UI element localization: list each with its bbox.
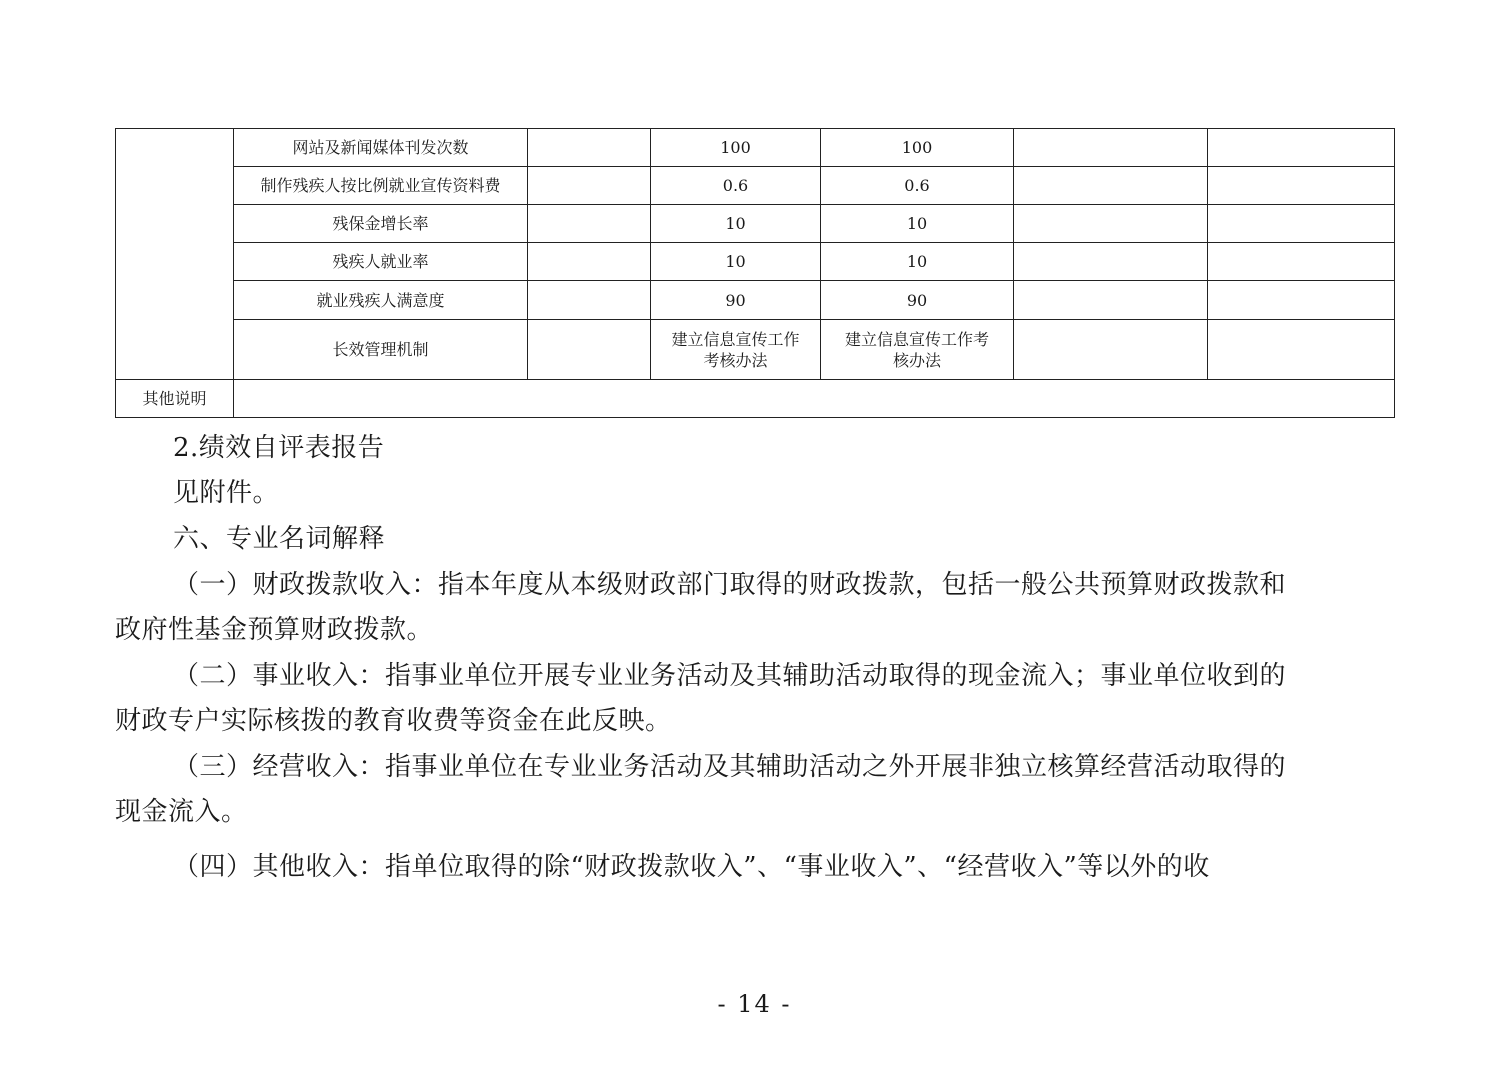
paragraph-line: （二）事业收入：指事业单位开展专业业务活动及其辅助活动取得的现金流入；事业单位收到的 bbox=[173, 661, 1287, 691]
section-heading: 2.绩效自评表报告 bbox=[173, 433, 385, 463]
table-cell bbox=[1208, 281, 1395, 320]
indicator-cell: 网站及新闻媒体刊发次数 bbox=[234, 129, 528, 167]
cell-line: 考核办法 bbox=[703, 350, 768, 370]
table-cell bbox=[1014, 320, 1208, 380]
table-cell bbox=[528, 243, 651, 281]
table-cell bbox=[1208, 205, 1395, 243]
target-value-cell: 90 bbox=[651, 281, 821, 320]
table-row bbox=[116, 167, 1395, 205]
target-value-cell: 0.6 bbox=[651, 167, 821, 205]
table-cell bbox=[1014, 205, 1208, 243]
target-value-cell: 10 bbox=[651, 243, 821, 281]
table-row bbox=[116, 380, 1395, 418]
table-cell bbox=[528, 167, 651, 205]
actual-value-cell: 10 bbox=[821, 243, 1014, 281]
actual-value-cell: 100 bbox=[821, 129, 1014, 167]
table-cell bbox=[1014, 243, 1208, 281]
table-cell bbox=[1208, 320, 1395, 380]
table-cell bbox=[528, 129, 651, 167]
paragraph-line: 政府性基金预算财政拨款。 bbox=[115, 615, 434, 645]
table-row bbox=[116, 129, 1395, 167]
table-cell bbox=[1208, 243, 1395, 281]
table-cell bbox=[528, 281, 651, 320]
actual-value-cell: 0.6 bbox=[821, 167, 1014, 205]
paragraph-line: （一）财政拨款收入：指本年度从本级财政部门取得的财政拨款，包括一般公共预算财政拨款和 bbox=[173, 570, 1287, 600]
note-label-cell: 其他说明 bbox=[116, 380, 234, 418]
indicator-cell: 就业残疾人满意度 bbox=[234, 281, 528, 320]
table-cell bbox=[1208, 167, 1395, 205]
note-value-cell bbox=[234, 380, 1395, 418]
cell-line: 建立信息宣传工作考 bbox=[844, 329, 989, 349]
table-cell bbox=[528, 320, 651, 380]
performance-table bbox=[115, 128, 1395, 418]
cell-line: 核办法 bbox=[892, 350, 941, 370]
cell-line: 建立信息宣传工作 bbox=[671, 329, 800, 349]
table-cell bbox=[528, 205, 651, 243]
paragraph-line: 见附件。 bbox=[173, 478, 280, 508]
table-row bbox=[116, 320, 1395, 380]
table-row bbox=[116, 281, 1395, 320]
target-value-cell: 10 bbox=[651, 205, 821, 243]
actual-value-cell: 90 bbox=[821, 281, 1014, 320]
paragraph-line: （四）其他收入：指单位取得的除“财政拨款收入”、“事业收入”、“经营收入”等以外的收 bbox=[173, 852, 1210, 882]
indicator-cell: 制作残疾人按比例就业宣传资料费 bbox=[234, 167, 528, 205]
indicator-cell: 残保金增长率 bbox=[234, 205, 528, 243]
paragraph-line: 现金流入。 bbox=[115, 797, 248, 827]
target-value-cell: 100 bbox=[651, 129, 821, 167]
actual-value-cell bbox=[821, 320, 1014, 380]
table-cell bbox=[1014, 167, 1208, 205]
table-cell bbox=[1208, 129, 1395, 167]
table-row bbox=[116, 205, 1395, 243]
indicator-cell: 长效管理机制 bbox=[234, 320, 528, 380]
target-value-cell bbox=[651, 320, 821, 380]
table-cell bbox=[1014, 281, 1208, 320]
category-cell bbox=[116, 129, 234, 380]
indicator-cell: 残疾人就业率 bbox=[234, 243, 528, 281]
table-cell bbox=[1014, 129, 1208, 167]
paragraph-line: （三）经营收入：指事业单位在专业业务活动及其辅助活动之外开展非独立核算经营活动取得的 bbox=[173, 752, 1287, 782]
paragraph-line: 财政专户实际核拨的教育收费等资金在此反映。 bbox=[115, 706, 672, 736]
page-number: - 14 - bbox=[717, 990, 792, 1018]
table-row bbox=[116, 243, 1395, 281]
actual-value-cell: 10 bbox=[821, 205, 1014, 243]
section-heading: 六、专业名词解释 bbox=[173, 524, 386, 554]
